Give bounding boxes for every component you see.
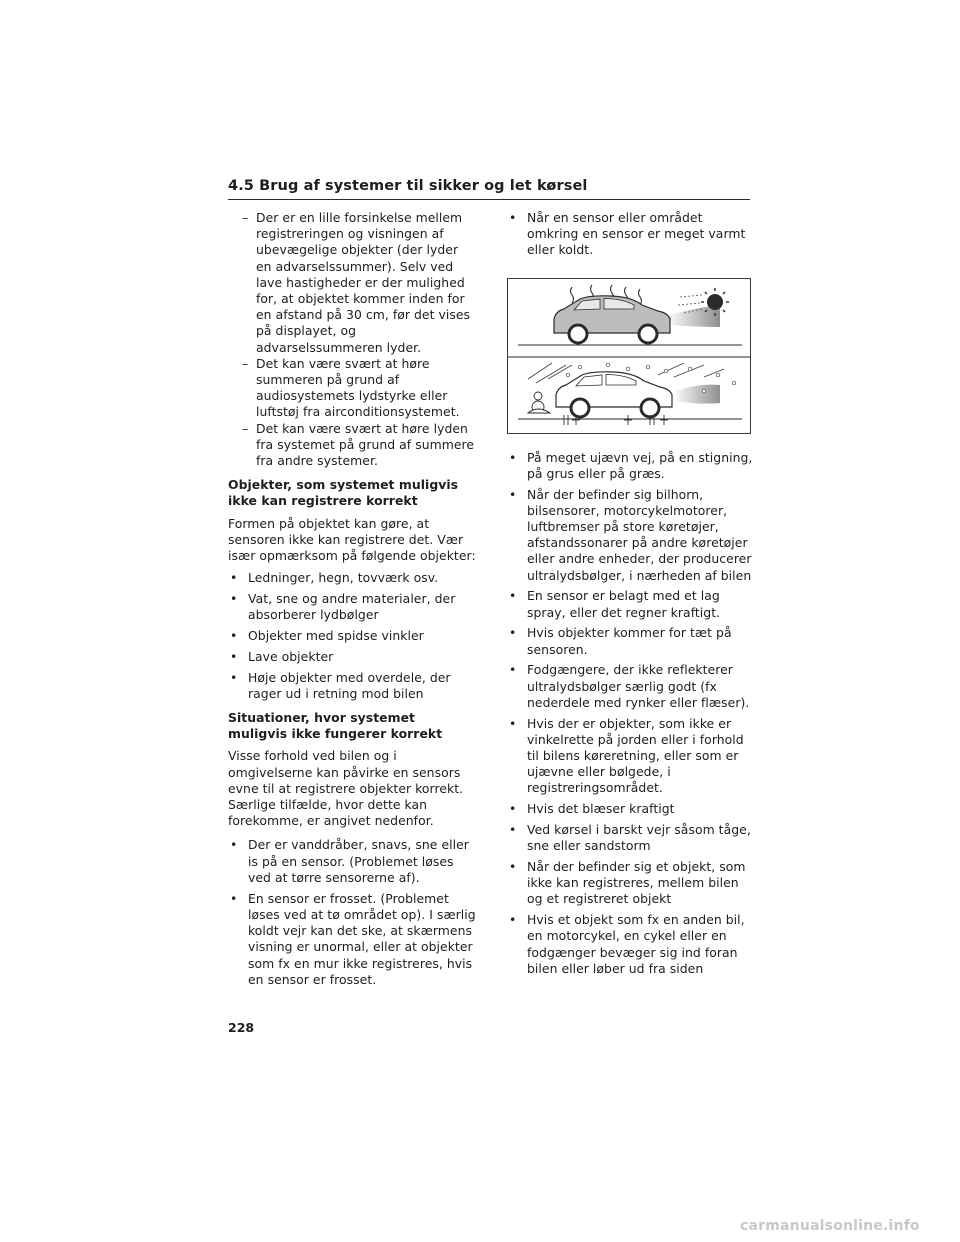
dash-item: – Det kan være svært at høre summeren på grund af audiosystemets lydstyrke eller luftstøj fra airconditionsystemet.	[242, 355, 460, 420]
list-item: • Ved kørsel i barskt vejr såsom tåge, sne eller sandstorm	[509, 822, 751, 854]
bullet-marker: •	[230, 669, 238, 685]
bullet-marker: •	[509, 912, 517, 928]
paragraph-object-shape: Formen på objektet kan gøre, at sensoren ikke kan registrere det. Vær især opmærksom på følgende objekter:	[228, 515, 476, 564]
heading-malfunction-situations: Situationer, hvor systemet muligvis ikke fungerer korrekt	[228, 710, 443, 742]
bullet-marker: •	[509, 801, 517, 817]
car-top	[554, 295, 670, 342]
bullet-marker: •	[509, 822, 517, 838]
section-title: 4.5 Brug af systemer til sikker og let kørsel	[228, 178, 588, 194]
list-item: • Når der befinder sig et objekt, som ikke kan registreres, mellem bilen og et registreret objekt	[509, 859, 746, 907]
hot-scene	[518, 285, 742, 345]
snowman-icon	[528, 392, 550, 413]
bullet-marker: •	[509, 859, 517, 875]
list-item: • Hvis det blæser kraftigt	[509, 801, 675, 817]
bullet-marker: •	[509, 210, 517, 225]
list-item: • Hvis objekter kommer for tæt på sensoren.	[509, 625, 732, 657]
bullet-marker: •	[509, 715, 517, 731]
list-item: • Når der befinder sig bilhorn, bilsensorer, motorcykelmotorer, luftbremser på store køretøjer, afstandssonarer på andre køretøjer eller andre enheder, der producerer ultralydsbølger, i nærheden af bilen	[509, 486, 752, 583]
list-item: • En sensor er frosset. (Problemet løses ved at tø området op). I særlig koldt vejr kan det ske, at skærmens visning er unormal, eller at objekter som fx en mur ikke registreres, hvis en sensor er frosset.	[230, 890, 476, 987]
cold-scene	[518, 363, 742, 425]
list-item: • Hvis der er objekter, som ikke er vinkelrette på jorden eller i forhold til bilens køreretning, eller som er ujævne eller bølgede, i registreringsområdet.	[509, 715, 744, 796]
sensor-conditions-illustration	[507, 278, 751, 434]
bullet-marker: •	[509, 449, 517, 465]
list-item: • Der er vanddråber, snavs, sne eller is på en sensor. (Problemet løses ved at tørre sensorerne af).	[230, 837, 469, 885]
list-item: • Når en sensor eller området omkring en sensor er meget varmt eller koldt.	[509, 210, 746, 258]
list-item: • Hvis et objekt som fx en anden bil, en motorcykel, en cykel eller en fodgænger bevæger sig ind foran bilen eller løber ud fra siden	[509, 912, 745, 976]
site-watermark: carmanualsonline.info	[740, 1218, 920, 1234]
list-item: • Lave objekter	[230, 648, 334, 664]
heading-undetectable-objects: Objekter, som systemet muligvis ikke kan registrere korrekt	[228, 477, 459, 509]
dash-item: – Der er en lille forsinkelse mellem registreringen og visningen af ubevægelige objekter (der lyder en advarselssummer). Selv ved lave hastigheder er der mulighed for, at objektet kommer inden for en afstand på 30 cm, før det vises på displayet, og advarselssummeren lyder.	[242, 210, 471, 355]
bullet-marker: •	[230, 890, 238, 906]
illustration-svg	[508, 279, 751, 434]
list-item: • En sensor er belagt med et lag spray, eller det regner kraftigt.	[509, 588, 721, 620]
sensor-beam-cold	[676, 384, 720, 403]
bullet-marker: •	[509, 662, 517, 678]
right-column	[507, 210, 753, 982]
paragraph-conditions: Visse forhold ved bilen og i omgivelserne kan påvirke en sensors evne til at registrere objekter korrekt. Særlige tilfælde, hvor dette kan forekomme, er angivet nedenfor.	[228, 748, 464, 829]
bullet-marker: •	[230, 648, 238, 664]
list-item: • Fodgængere, der ikke reflekterer ultralydsbølger særlig godt (fx nederdele med rynker eller flæser).	[509, 662, 750, 710]
bullet-marker: •	[230, 837, 238, 853]
dash-marker: –	[242, 210, 249, 225]
bullet-marker: •	[230, 570, 238, 586]
list-item: • Høje objekter med overdele, der rager ud i retning mod bilen	[230, 669, 451, 701]
list-item: • Vat, sne og andre materialer, der absorberer lydbølger	[230, 591, 456, 623]
dash-marker: –	[242, 420, 249, 436]
bullet-marker: •	[509, 625, 517, 641]
list-item: • Ledninger, hegn, tovværk osv.	[230, 570, 439, 586]
dash-marker: –	[242, 355, 249, 371]
left-column	[228, 210, 476, 993]
bullet-marker: •	[509, 588, 517, 604]
bullet-marker: •	[230, 628, 238, 644]
dash-list	[228, 210, 476, 469]
list-item: • Objekter med spidse vinkler	[230, 628, 424, 644]
section-divider	[228, 199, 750, 200]
car-bottom	[556, 371, 672, 416]
dash-item: – Det kan være svært at høre lyden fra systemet på grund af summere fra andre systemer.	[242, 420, 475, 469]
bullet-marker: •	[509, 486, 517, 502]
page-number: 228	[228, 1020, 255, 1035]
list-item: • På meget ujævn vej, på en stigning, på grus eller på græs.	[509, 449, 753, 481]
bullet-marker: •	[230, 591, 238, 607]
